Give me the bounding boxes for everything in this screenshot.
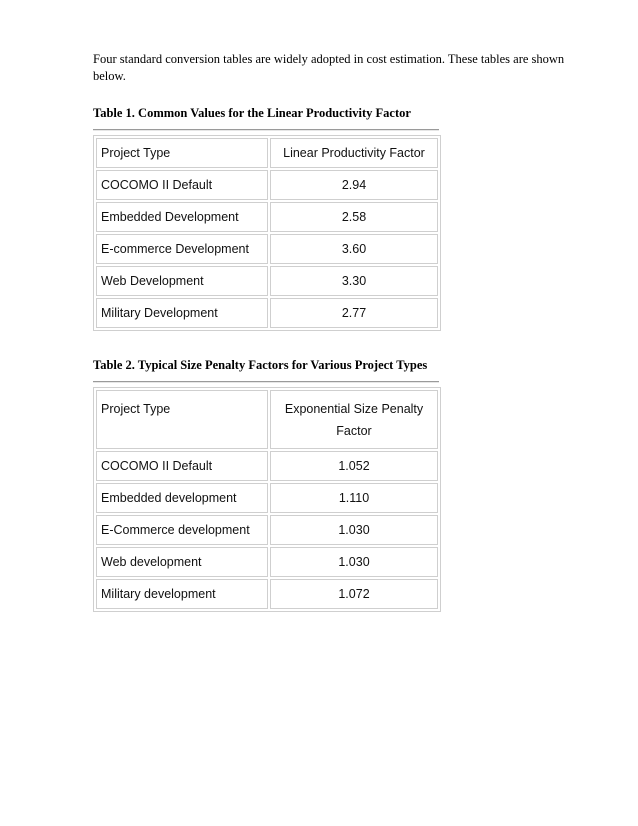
table-row <box>96 451 438 481</box>
intro-paragraph: Four standard conversion tables are widely adopted in cost estimation. These tables are shown below. <box>93 52 565 83</box>
document-page <box>93 51 573 612</box>
table1-cell-factor: 2.94 <box>270 170 438 200</box>
table1-header-row <box>96 138 438 168</box>
table1-cell-project-type: Military Development <box>96 298 268 328</box>
table2-cell-factor: 1.110 <box>270 483 438 513</box>
table1-cell-project-type: Web Development <box>96 266 268 296</box>
table-row <box>96 483 438 513</box>
table1-rule <box>93 129 439 131</box>
table1 <box>93 135 441 331</box>
table1-cell-project-type: COCOMO II Default <box>96 170 268 200</box>
table1-cell-factor: 3.60 <box>270 234 438 264</box>
table2-rule <box>93 381 439 383</box>
table2-cell-project-type: Military development <box>96 579 268 609</box>
table-row <box>96 579 438 609</box>
table2-header-factor: Exponential Size Penalty Factor <box>270 390 438 449</box>
table-row <box>96 298 438 328</box>
table2-cell-project-type: COCOMO II Default <box>96 451 268 481</box>
table2-block <box>93 357 573 612</box>
table2-caption: Table 2. Typical Size Penalty Factors for Various Project Types <box>93 358 428 372</box>
table2-cell-factor: 1.072 <box>270 579 438 609</box>
table-row <box>96 547 438 577</box>
table1-cell-factor: 3.30 <box>270 266 438 296</box>
table1-cell-project-type: Embedded Development <box>96 202 268 232</box>
table2-cell-project-type: E-Commerce development <box>96 515 268 545</box>
table2-cell-factor: 1.052 <box>270 451 438 481</box>
table-row <box>96 170 438 200</box>
table2-header-row <box>96 390 438 449</box>
table2-cell-project-type: Embedded development <box>96 483 268 513</box>
table1-header-factor: Linear Productivity Factor <box>270 138 438 168</box>
table-row <box>96 202 438 232</box>
table-row <box>96 234 438 264</box>
table2-cell-project-type: Web development <box>96 547 268 577</box>
table1-block <box>93 105 573 331</box>
table2-cell-factor: 1.030 <box>270 547 438 577</box>
table1-cell-factor: 2.77 <box>270 298 438 328</box>
table1-caption: Table 1. Common Values for the Linear Productivity Factor <box>93 106 411 120</box>
table2-header-project-type: Project Type <box>96 390 268 449</box>
table1-cell-factor: 2.58 <box>270 202 438 232</box>
table-row <box>96 515 438 545</box>
table2-cell-factor: 1.030 <box>270 515 438 545</box>
table1-cell-project-type: E-commerce Development <box>96 234 268 264</box>
table2 <box>93 387 441 612</box>
table1-header-project-type: Project Type <box>96 138 268 168</box>
table-row <box>96 266 438 296</box>
